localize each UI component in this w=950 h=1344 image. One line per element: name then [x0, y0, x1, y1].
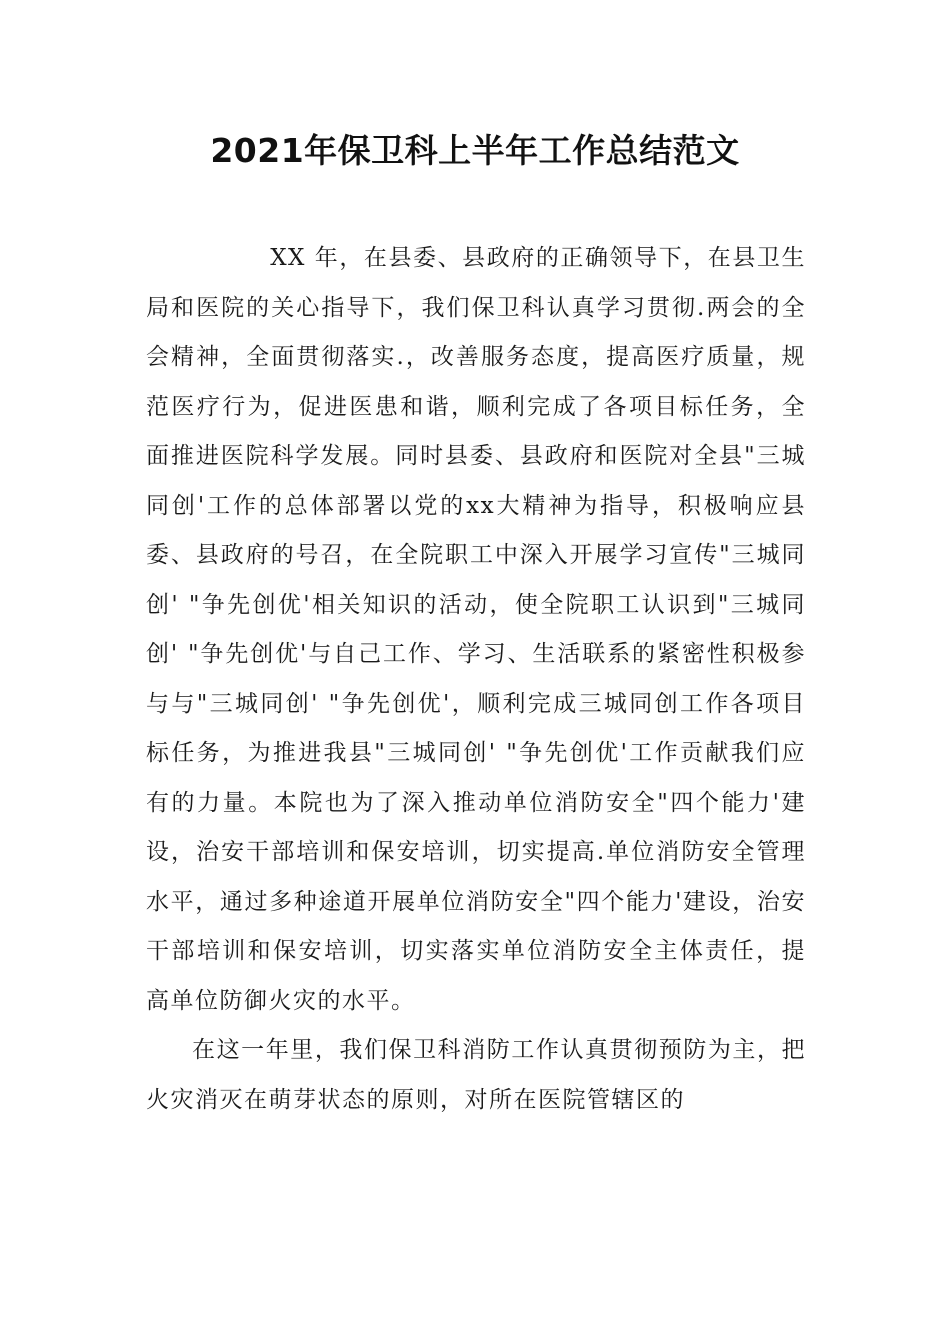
- document-body: [146, 234, 806, 1125]
- document-title: 2021年保卫科上半年工作总结范文: [210, 131, 740, 170]
- paragraph-1: XX 年，在县委、县政府的正确领导下，在县卫生局和医院的关心指导下，我们保卫科认真学习贯彻.两会的全会精神，全面贯彻落实.，改善服务态度，提高医疗质量，规范医疗行为，促进医患和谐，顺利完成了各项目标任务，全面推进医院科学发展。同时县委、县政府和医院对全县"三城同创'工作的总体部署以党的xx大精神为指导，积极响应县委、县政府的号召，在全院职工中深入开展学习宣传"三城同创' "争先创优'相关知识的活动，使全院职工认识到"三城同创' "争先创优'与自己工作、学习、生活联系的紧密性积极参与与"三城同创' "争先创优'，顺利完成三城同创工作各项目标任务，为推进我县"三城同创' "争先创优'工作贡献我们应有的力量。本院也为了深入推动单位消防安全"四个能力'建设，治安干部培训和保安培训，切实提高.单位消防安全管理水平，通过多种途道开展单位消防安全"四个能力'建设，治安干部培训和保安培训，切实落实单位消防安全主体责任，提高单位防御火灾的水平。: [146, 245, 806, 1014]
- paragraph-2: 在这一年里，我们保卫科消防工作认真贯彻预防为主，把火灾消灭在萌芽状态的原则，对所在医院管辖区的: [146, 1037, 806, 1113]
